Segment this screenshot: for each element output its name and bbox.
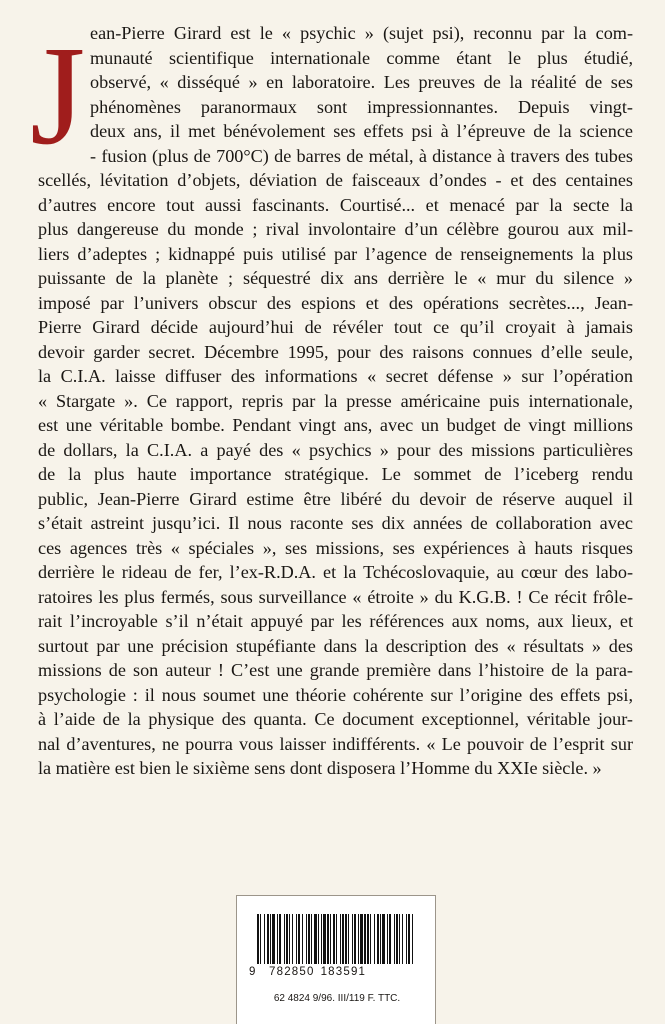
text-line: à l’aide de la physique des quanta. Ce document exceptionnel, véritable jour- <box>38 709 633 729</box>
barcode-bar <box>342 914 344 964</box>
text-line: plus dangereuse du monde ; rival involontaire d’un célèbre gourou aux mil- <box>38 219 633 239</box>
text-line: deux ans, il met bénévolement ses effets psi à l’épreuve de la science <box>90 121 633 141</box>
text-line: ratoires les plus fermés, sous surveillance « étroite » du K.G.B. ! Ce récit frôle- <box>38 586 633 607</box>
barcode-bars <box>257 914 417 964</box>
text-line: rait l’incroyable s’il n’était appuyé par les références aux noms, aux lieux, et <box>38 611 633 631</box>
barcode-bar <box>352 914 353 964</box>
barcode-bar <box>308 914 310 964</box>
barcode-bar <box>364 914 366 964</box>
barcode-bar <box>389 914 391 964</box>
barcode-bar <box>314 914 317 964</box>
barcode-bar <box>387 914 388 964</box>
text-line: devoir garder secret. Décembre 1995, pour des raisons connues d’elle seule, <box>38 341 633 362</box>
isbn-group-left: 782850 <box>269 966 315 978</box>
barcode-bar <box>354 914 356 964</box>
barcode-bar <box>345 914 347 964</box>
barcode-bar <box>370 914 371 964</box>
text-line: scellés, lévitation d’objets, déviation de faisceaux d’ondes - et des centaines <box>38 170 633 190</box>
text-line: d’autres encore tout aussi fascinants. Courtisé... et menacé par la secte la <box>38 194 633 215</box>
barcode-bar <box>311 914 312 964</box>
barcode-bar <box>292 914 293 964</box>
barcode-bar <box>267 914 269 964</box>
text-line: ces agences très « spéciales », ses missions, ses expériences à hauts risques <box>38 537 633 558</box>
text-line: Pierre Girard décide aujourd’hui de révéler tout ce qu’il croyait à jamais <box>38 317 633 337</box>
barcode-bar <box>327 914 329 964</box>
text-line: missions de son auteur ! C’est une grande première dans l’histoire de la para- <box>38 660 633 680</box>
text-line: public, Jean-Pierre Girard estime être libéré du devoir de réserve auquel il <box>38 488 633 509</box>
barcode-bar <box>286 914 288 964</box>
barcode-bar <box>296 914 297 964</box>
barcode-bar <box>284 914 285 964</box>
barcode-bar <box>321 914 322 964</box>
text-line: s’était astreint jusqu’ici. Il nous raconte ses dix années de collaboration avec <box>38 513 633 533</box>
isbn-number <box>249 966 425 978</box>
barcode-bar <box>402 914 403 964</box>
barcode-bar <box>330 914 331 964</box>
text-line: surtout par une précision stupéfiante dans la description des « résultats » des <box>38 635 633 656</box>
text-line: puissante de la planète ; séquestré dix ans derrière le « mur du silence » <box>38 268 633 288</box>
text-line: nal d’aventures, ne pourra vous laisser indifférents. « Le pouvoir de l’esprit sur <box>38 733 633 754</box>
text-line: de la plus haute importance stratégique. Le sommet de l’iceberg rendu <box>38 464 633 484</box>
price-code: 62 4824 9/96. III/119 F. TTC. <box>273 993 401 1004</box>
barcode-bar <box>374 914 375 964</box>
barcode-bar <box>358 914 359 964</box>
text-line: la matière est bien le sixième sens dont disposera l’Homme du XXIe siècle. » <box>38 758 602 778</box>
barcode-bar <box>333 914 335 964</box>
barcode-bar <box>399 914 400 964</box>
barcode-bar <box>270 914 271 964</box>
text-line: la C.I.A. laisse diffuser des informations « secret défense » sur l’opération <box>38 366 633 386</box>
barcode-bar <box>257 914 259 964</box>
barcode-bar <box>272 914 275 964</box>
barcode-bar <box>408 914 410 964</box>
barcode-panel <box>236 895 436 1024</box>
barcode-bar <box>298 914 300 964</box>
text-line: munauté scientifique internationale comme étant le plus étudié, <box>90 47 633 68</box>
barcode-bar <box>380 914 381 964</box>
barcode-bar <box>348 914 349 964</box>
barcode-bar <box>406 914 407 964</box>
barcode-bar <box>306 914 307 964</box>
text-line: psychologie : il nous soumet une théorie cohérente sur l’origine des effets psi, <box>38 684 633 705</box>
barcode-bar <box>279 914 281 964</box>
barcode-bar <box>394 914 395 964</box>
barcode-bar <box>318 914 319 964</box>
barcode-bar <box>377 914 379 964</box>
barcode-bar <box>302 914 303 964</box>
barcode-bar <box>340 914 341 964</box>
text-line: phénomènes paranormaux sont impressionnantes. Depuis vingt- <box>90 96 633 117</box>
text-line: « Stargate ». Ce rapport, repris par la presse américaine puis internationale, <box>38 390 633 411</box>
barcode-bar <box>260 914 261 964</box>
barcode-bar <box>277 914 278 964</box>
barcode-bar <box>289 914 290 964</box>
text-line: derrière le rideau de fer, l’ex-R.D.A. et la Tchécoslovaquie, au cœur des labo- <box>38 562 633 582</box>
barcode-bar <box>367 914 369 964</box>
text-line: - fusion (plus de 700°C) de barres de métal, à distance à travers des tubes <box>90 145 633 166</box>
text-line: imposé par l’univers obscur des espions et des opérations secrètes..., Jean- <box>38 292 633 313</box>
isbn-prefix-digit: 9 <box>249 966 257 978</box>
barcode-bar <box>360 914 363 964</box>
text-line: de dollars, la C.I.A. a payé des « psychics » pour des missions particulières <box>38 439 633 460</box>
barcode-bar <box>323 914 326 964</box>
text-line: liers d’adeptes ; kidnappé puis utilisé par l’agence de renseignements la plus <box>38 243 633 264</box>
barcode-bar <box>264 914 265 964</box>
isbn-group-right: 183591 <box>320 966 367 978</box>
barcode-bar <box>396 914 398 964</box>
barcode-bar <box>412 914 413 964</box>
text-line: ean-Pierre Girard est le « psychic » (sujet psi), reconnu par la com- <box>90 23 633 43</box>
text-line: est une véritable bombe. Pendant vingt ans, avec un budget de vingt millions <box>38 415 633 435</box>
barcode-bar <box>382 914 385 964</box>
barcode-bar <box>336 914 337 964</box>
text-line: observé, « disséqué » en laboratoire. Les preuves de la réalité de ses <box>90 72 633 92</box>
drop-cap-letter: J <box>30 16 86 174</box>
